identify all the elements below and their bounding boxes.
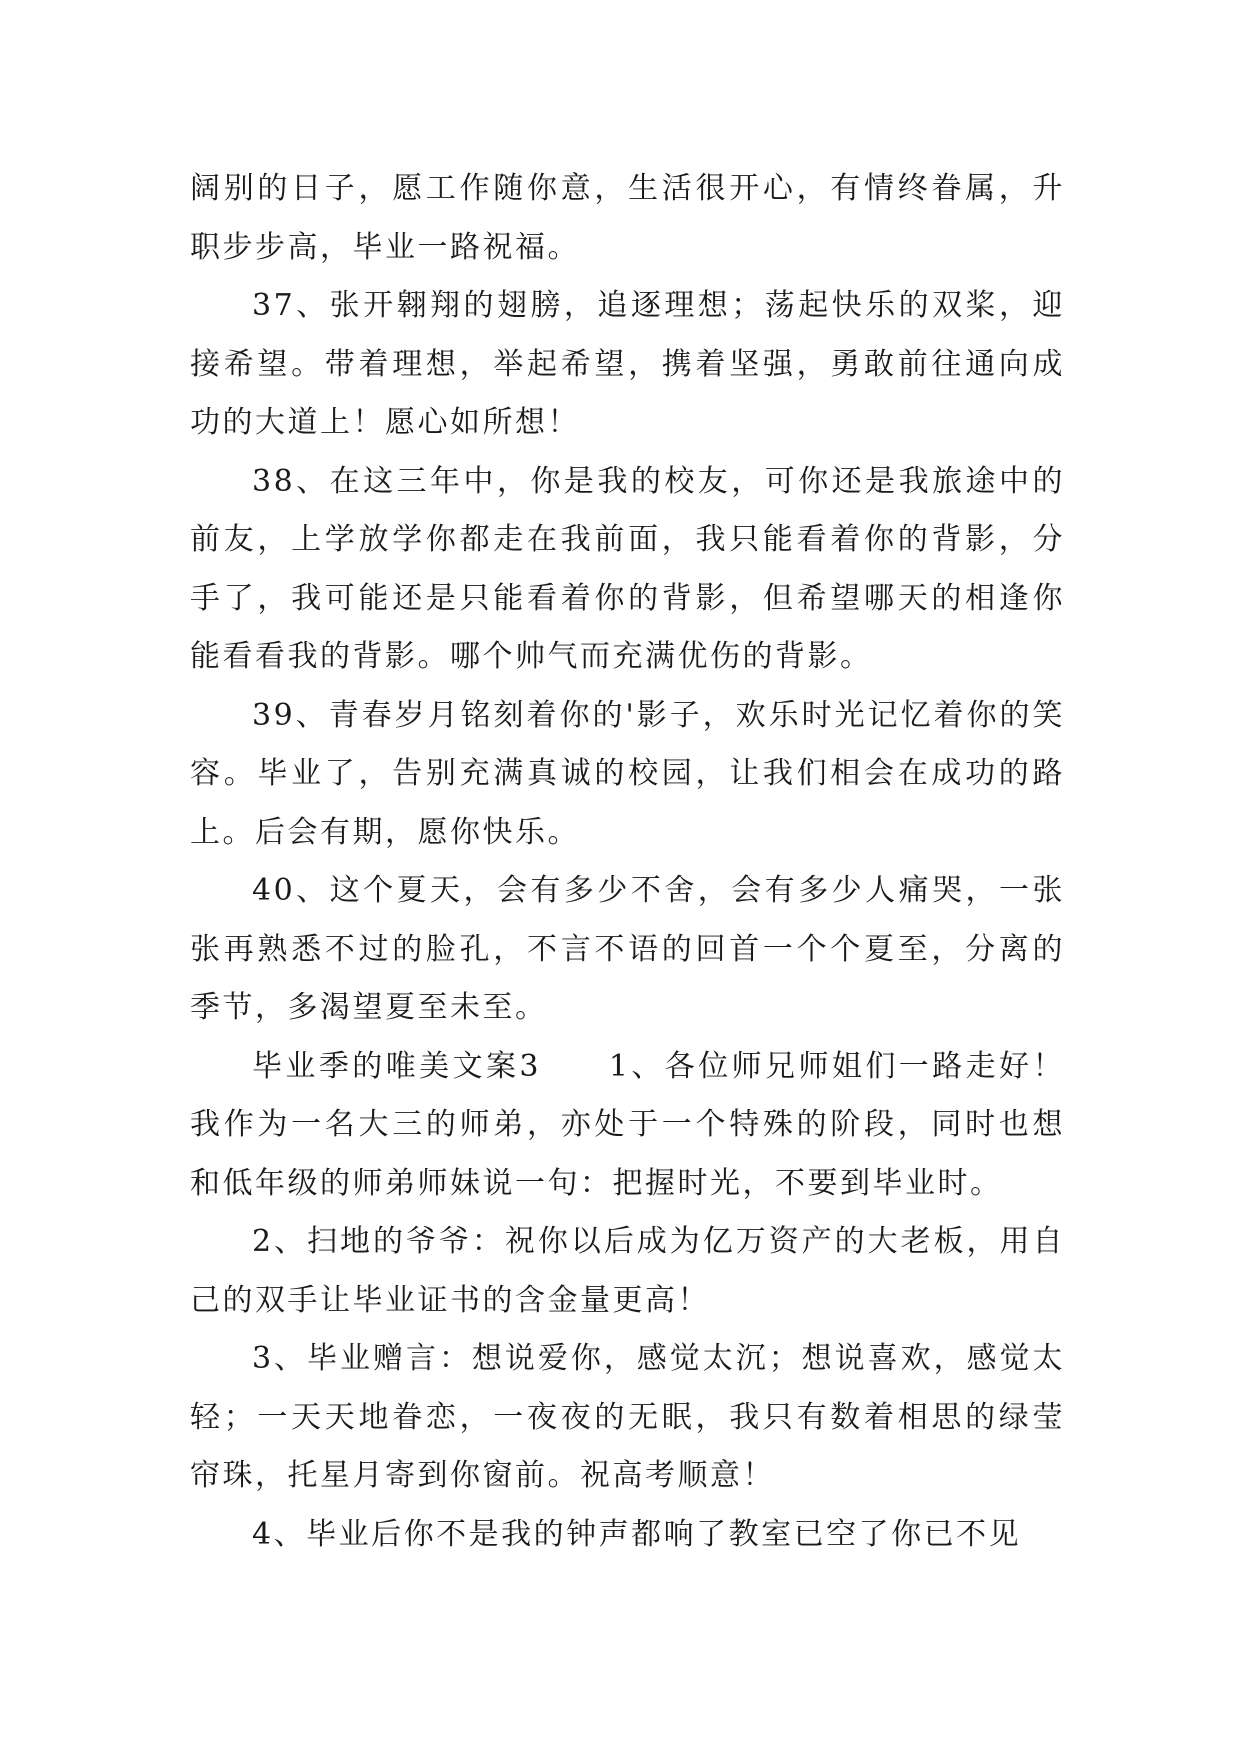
paragraph-39: 39、青春岁月铭刻着你的'影子，欢乐时光记忆着你的笑容。毕业了，告别充满真诚的校园，让我们相会在成功的路上。后会有期，愿你快乐。 (190, 697, 1065, 850)
paragraph-continuation: 阔别的日子，愿工作随你意，生活很开心，有情终眷属，升职步步高，毕业一路祝福。 (190, 171, 1065, 265)
paragraph-4: 4、毕业后你不是我的钟声都响了教室已空了你已不见 (252, 1516, 1022, 1552)
paragraph-40: 40、这个夏天，会有多少不舍，会有多少人痛哭，一张张再熟悉不过的脸孔，不言不语的回首一个个夏至，分离的季节，多渴望夏至未至。 (190, 873, 1065, 1025)
document-body (190, 160, 1065, 1564)
paragraph-2: 2、扫地的爷爷：祝你以后成为亿万资产的大老板，用自己的双手让毕业证书的含金量更高！ (190, 1224, 1065, 1318)
paragraph-37: 37、张开翱翔的翅膀，追逐理想；荡起快乐的双桨，迎接希望。带着理想，举起希望，携着坚强，勇敢前往通向成功的大道上！愿心如所想！ (190, 288, 1065, 440)
paragraph-38: 38、在这三年中，你是我的校友，可你还是我旅途中的前友，上学放学你都走在我前面，我只能看着你的背影，分手了，我可能还是只能看着你的背影，但希望哪天的相逢你能看看我的背影。哪个帅气而充满优伤的背影。 (190, 463, 1065, 674)
section-heading-paragraph: 毕业季的唯美文案3 1、各位师兄师姐们一路走好！我作为一名大三的师弟，亦处于一个特殊的阶段，同时也想和低年级的师弟师妹说一句：把握时光，不要到毕业时。 (190, 1048, 1065, 1201)
paragraph-3: 3、毕业赠言：想说爱你，感觉太沉；想说喜欢，感觉太轻；一天天地眷恋，一夜夜的无眠，我只有数着相思的绿莹帘珠，托星月寄到你窗前。祝高考顺意！ (190, 1341, 1065, 1493)
